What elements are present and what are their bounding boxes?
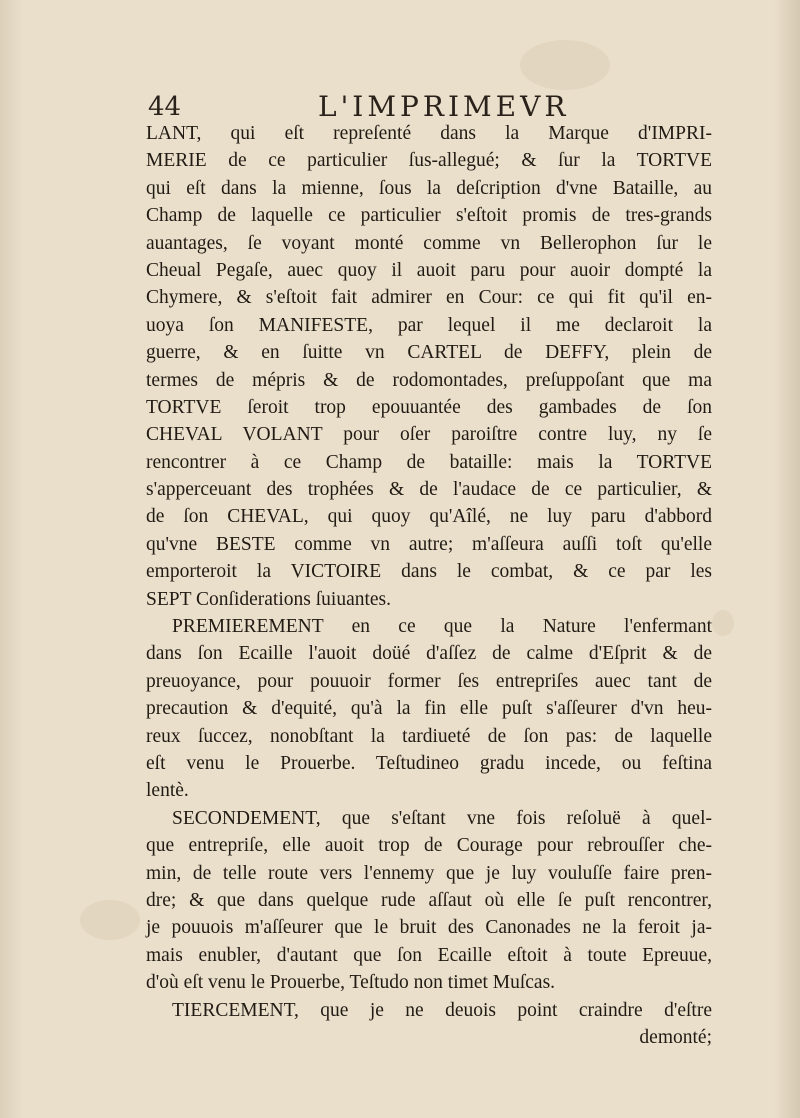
paper-stain	[712, 610, 734, 636]
page-shadow-left	[0, 0, 24, 1118]
text-line: reux ſuccez, nonobſtant la tardiueté de ſon pas: de laquelle	[146, 725, 712, 747]
text-line: auantages, ſe voyant monté comme vn Bellerophon ſur le	[146, 232, 712, 254]
text-line: LANT, qui eſt repreſenté dans la Marque d'IMPRI-	[146, 123, 712, 144]
text-line: qui eſt dans la mienne, ſous la deſcription d'vne Bataille, au	[146, 177, 712, 199]
text-line: que entrepriſe, elle auoit trop de Courage pour rebrouſſer che-	[146, 835, 712, 857]
text-line: emporteroit la VICTOIRE dans le combat, & ce par les	[146, 561, 712, 583]
body-text	[146, 120, 712, 1051]
text-line: termes de mépris & de rodomontades, preſuppoſant que ma	[146, 369, 712, 391]
text-line: guerre, & en ſuitte vn CARTEL de DEFFY, plein de	[146, 342, 712, 364]
text-line: uoya ſon MANIFESTE, par lequel il me declaroit la	[146, 314, 712, 336]
text-line: Cheual Pegaſe, auec quoy il auoit paru pour auoir dompté la	[146, 259, 712, 281]
catchword: demonté;	[639, 1026, 712, 1048]
text-line: min, de telle route vers l'ennemy que je luy vouluſſe faire pren-	[146, 862, 712, 884]
text-line: MERIE de ce particulier ſus-allegué; & ſur la TORTVE	[146, 150, 712, 172]
text-line: Champ de laquelle ce particulier s'eſtoit promis de tres-grands	[146, 205, 712, 227]
paragraph-first-line: PREMIEREMENT en ce que la Nature l'enfermant	[172, 616, 712, 638]
text-line: precaution & d'equité, qu'à la fin elle puſt s'aſſeurer d'vn heu-	[146, 698, 712, 720]
paper-stain	[520, 40, 610, 90]
paragraph-first-line: TIERCEMENT, que je ne deuois point craindre d'eſtre	[172, 999, 712, 1021]
text-line: dre; & que dans quelque rude aſſaut où elle ſe puſt rencontrer,	[146, 889, 712, 911]
text-line: mais enubler, d'autant que ſon Ecaille eſtoit à toute Epreuue,	[146, 944, 712, 966]
text-line: dans ſon Ecaille l'auoit doüé d'aſſez de calme d'Eſprit & de	[146, 643, 712, 665]
text-line: qu'vne BESTE comme vn autre; m'aſſeura auſſi toſt qu'elle	[146, 533, 712, 555]
text-line: preuoyance, pour pouuoir former ſes entrepriſes auec tant de	[146, 670, 712, 692]
paragraph-first-line: SECONDEMENT, que s'eſtant vne fois reſoluë à quel-	[172, 807, 712, 829]
paper-stain	[80, 900, 140, 940]
text-line: lentè.	[146, 780, 189, 802]
text-line: de ſon CHEVAL, qui quoy qu'Aîlé, ne luy paru d'abbord	[146, 506, 712, 528]
text-line: s'apperceuant des trophées & de l'audace de ce particulier, &	[146, 479, 712, 501]
page-number: 44	[148, 92, 182, 122]
text-line: d'où eſt venu le Prouerbe, Teſtudo non timet Muſcas.	[146, 972, 556, 994]
text-line: rencontrer à ce Champ de bataille: mais la TORTVE	[146, 451, 712, 473]
text-line: Chymere, & s'eſtoit fait admirer en Cour: ce qui fit qu'il en-	[146, 287, 712, 309]
running-head: L'IMPRIMEVR	[318, 90, 570, 123]
text-line: SEPT Conſiderations ſuiuantes.	[146, 588, 392, 610]
text-line: CHEVAL VOLANT pour oſer paroiſtre contre luy, ny ſe	[146, 424, 712, 446]
text-line: TORTVE ſeroit trop epouuantée des gambades de ſon	[146, 396, 712, 418]
text-line: je pouuois m'aſſeurer que le bruit des Canonades ne la feroit ja-	[146, 917, 712, 939]
page-shadow-right	[774, 0, 800, 1118]
text-line: eſt venu le Prouerbe. Teſtudineo gradu incede, ou feſtina	[146, 752, 712, 774]
